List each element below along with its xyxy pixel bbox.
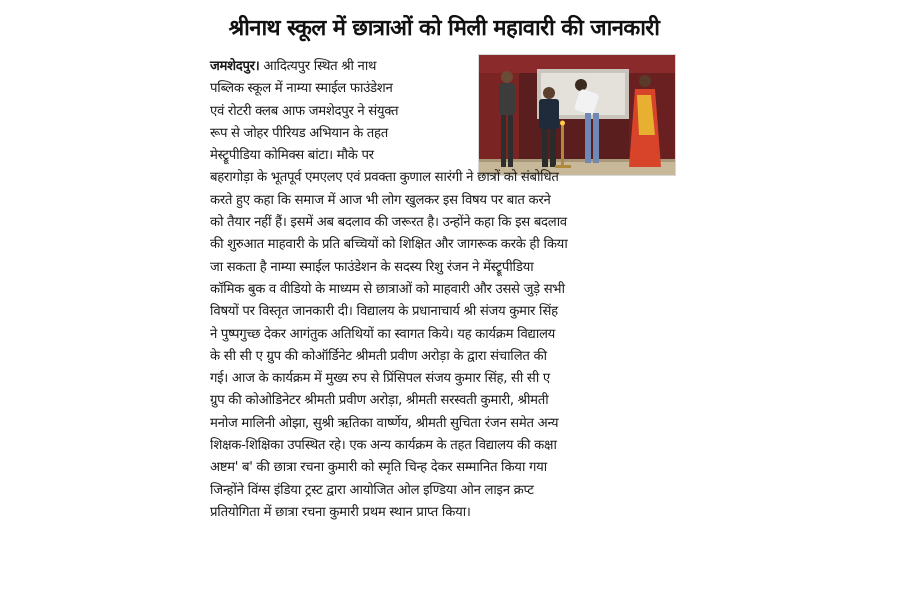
text-line xyxy=(210,56,472,78)
text-line: अष्टम' ब' की छात्रा रचना कुमारी को स्मृति चिन्ह देकर सम्मानित किया गया xyxy=(210,460,547,476)
narrow-column xyxy=(210,56,678,167)
text-line: करते हुए कहा कि समाज में आज भी लोग खुलकर इस विषय पर बात करने xyxy=(210,192,551,208)
text-line: विषयों पर विस्तृत जानकारी दी। विद्यालय के प्रधानाचार्य श्री संजय कुमार सिंह xyxy=(210,304,558,320)
text-line: शिक्षक-शिक्षिका उपस्थित रहे। एक अन्य कार्यक्रम के तहत विद्यालय की कक्षा xyxy=(210,438,557,454)
text-line: प्रतियोगिता में छात्रा रचना कुमारी प्रथम स्थान प्राप्त किया। xyxy=(210,504,471,520)
text-line: एवं रोटरी क्लब आफ जमशेदपुर ने संयुक्त xyxy=(210,103,399,119)
line-text: आदित्यपुर स्थित श्री नाथ xyxy=(263,59,377,74)
text-line: जिन्होंने विंग्स इंडिया ट्रस्ट द्वारा आयोजित ओल इण्डिया ओन लाइन क्रप्ट xyxy=(210,482,534,498)
text-line: मेस्ट्रूपीडिया कोमिक्स बांटा। मौके पर xyxy=(210,148,374,164)
text-line: ग्रुप की कोओडिनेटर श्रीमती प्रवीण अरोड़ा, श्रीमती सरस्वती कुमारी, श्रीमती xyxy=(210,393,549,409)
newspaper-clipping xyxy=(210,14,678,586)
text-line: ने पुष्पगुच्छ देकर आगंतुक अतिथियों का स्वागत किये। यह कार्यक्रम विद्यालय xyxy=(210,326,555,342)
text-line: गई। आज के कार्यक्रम में मुख्य रुप से प्रिंसिपल संजय कुमार सिंह, सी सी ए xyxy=(210,371,550,387)
text-line: जा सकता है नाम्या स्माईल फाउंडेशन के सदस्य रिशु रंजन ने मेंस्ट्रूपीडिया xyxy=(210,259,534,275)
text-line: कॉमिक बुक व वीडियो के माध्यम से छात्राओं को माहवारी और उससे जुड़े सभी xyxy=(210,281,565,297)
text-line: मनोज मालिनी ओझा, सुश्री ऋतिका वार्ष्णेय, श्रीमती सुचिता रंजन समेत अन्य xyxy=(210,415,559,431)
text-line: की शुरुआत माहवारी के प्रति बच्चियों को शिक्षित और जागरूक करके ही किया xyxy=(210,237,568,253)
text-line: को तैयार नहीं हैं। इसमें अब बदलाव की जरूरत है। उन्होंने कहा कि इस बदलाव xyxy=(210,215,567,231)
text-line: बहरागोड़ा के भूतपूर्व एमएलए एवं प्रवक्ता कुणाल सारंगी ने छात्रों को संबोधित xyxy=(210,170,559,186)
full-column xyxy=(210,167,678,524)
text-line: पब्लिक स्कूल में नाम्या स्माईल फाउंडेशन xyxy=(210,81,393,97)
text-line: के सी सी ए ग्रुप की कोऑर्डिनेट श्रीमती प्रवीण अरोड़ा के द्वारा संचालित की xyxy=(210,348,547,364)
text-line: रूप से जोहर पीरियड अभियान के तहत xyxy=(210,125,388,141)
dateline: जमशेदपुर। xyxy=(210,59,260,74)
headline: श्रीनाथ स्कूल में छात्राओं को मिली महावारी की जानकारी xyxy=(228,16,660,41)
article-body xyxy=(210,56,678,524)
